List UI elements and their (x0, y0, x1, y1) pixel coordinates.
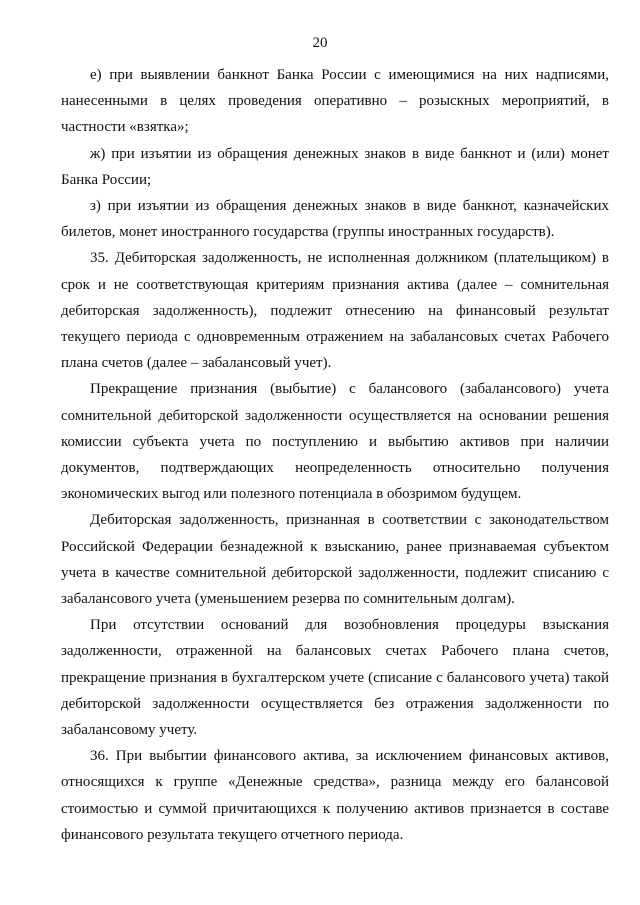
paragraph-zh-withdrawal-bank-of-russia: ж) при изъятии из обращения денежных знаков в виде банкнот и (или) монет Банка России; (61, 145, 609, 188)
paragraph-derecognition-doubtful-receivables: Прекращение признания (выбытие) с балансового (забалансового) учета сомнительной дебиторской задолженности осуществляется на основании решения комиссии субъекта учета по поступлению и выбытию активов при наличии документов, подтверждающих неопределенность относительно получения экономических выгод или полезного потенциала в обозримом будущем. (61, 381, 609, 503)
document-body (61, 62, 609, 848)
paragraph-no-grounds-collection: При отсутствии оснований для возобновления процедуры взыскания задолженности, отраженной на балансовых счетах Рабочего плана счетов, прекращение признания в бухгалтерском учете (списание с балансового учета) такой дебиторской задолженности осуществляется без отражения задолженности по забалансовому учету. (61, 617, 609, 739)
paragraph-36-financial-asset-disposal: 36. При выбытии финансового актива, за исключением финансовых активов, относящихся к группе «Денежные средства», разница между его балансовой стоимостью и суммой причитающихся к получению активов признается в составе финансового результата текущего отчетного периода. (61, 748, 609, 843)
page-number: 20 (312, 35, 328, 51)
paragraph-uncollectible-receivables: Дебиторская задолженность, признанная в соответствии с законодательством Российской Федерации безнадежной к взысканию, ранее признаваемая субъектом учета в качестве сомнительной дебиторской задолженности, подлежит списанию с забалансового учета (уменьшением резерва по сомнительным долгам). (61, 512, 609, 608)
paragraph-z-withdrawal-foreign-currency: з) при изъятии из обращения денежных знаков в виде банкнот, казначейских билетов, монет иностранного государства (группы иностранных государств). (61, 198, 609, 241)
paragraph-35-doubtful-receivables: 35. Дебиторская задолженность, не исполненная должником (плательщиком) в срок и не соответствующая критериям признания актива (далее – сомнительная дебиторская задолженность), подлежит отнесению на финансовый результат текущего периода с одновременным отражением на забалансовых счетах Рабочего плана счетов (далее – забалансовый учет). (61, 250, 609, 372)
paragraph-e-banknotes-inscriptions: е) при выявлении банкнот Банка России с имеющимися на них надписями, нанесенными в целях проведения оперативно – розыскных мероприятий, в частности «взятка»; (61, 67, 609, 136)
